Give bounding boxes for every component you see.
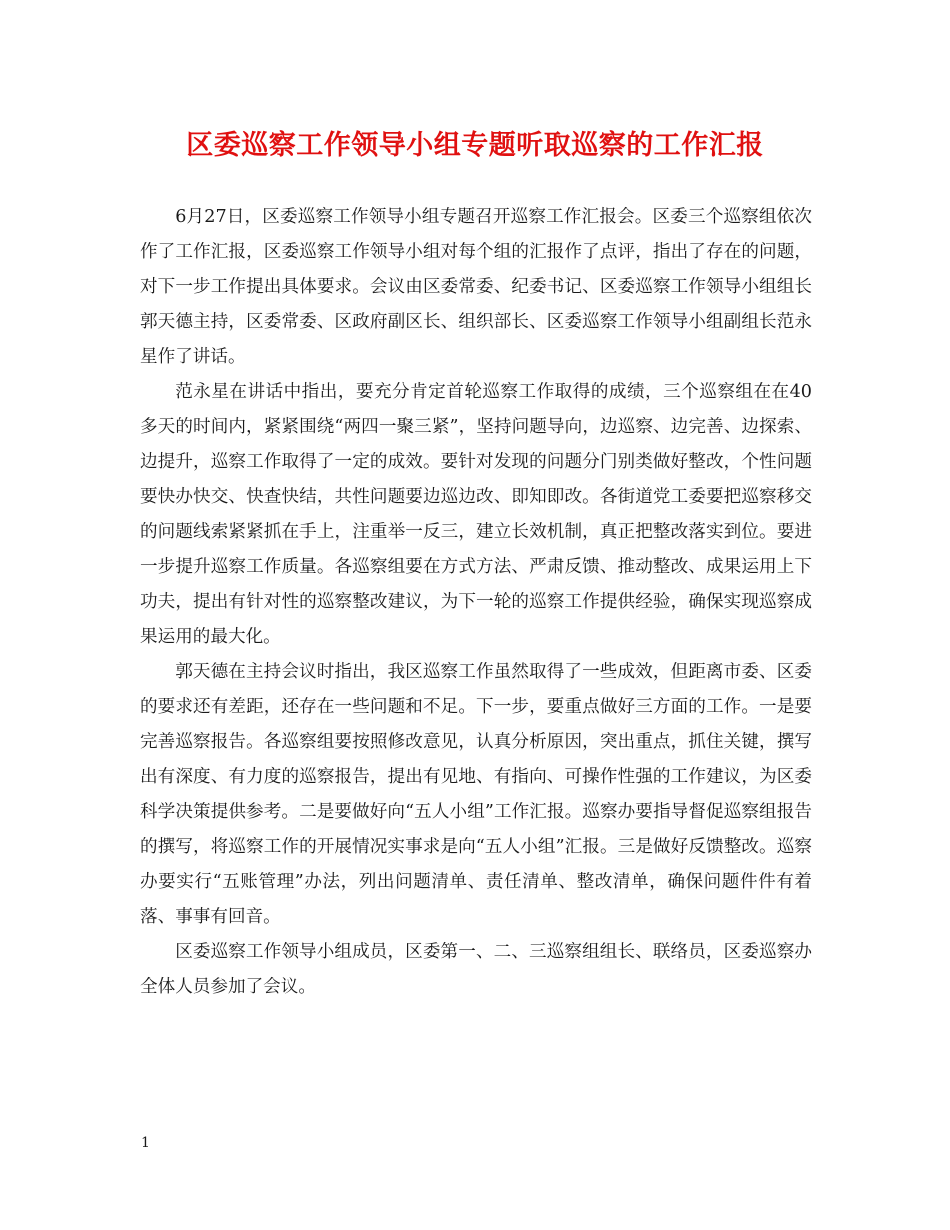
document-body [140,200,812,1005]
page-number: 1 [141,1135,150,1151]
paragraph-2: 范永星在讲话中指出，要充分肯定首轮巡察工作取得的成绩，三个巡察组在在40多天的时间内，紧紧围绕“两四一聚三紧”，坚持问题导向，边巡察、边完善、边探索、边提升，巡察工作取得了一定的成效。要针对发现的问题分门别类做好整改，个性问题要快办快交、快查快结，共性问题要边巡边改、即知即改。各街道党工委要把巡察移交的问题线索紧紧抓在手上，注重举一反三，建立长效机制，真正把整改落实到位。要进一步提升巡察工作质量。各巡察组要在方式方法、严肃反馈、推动整改、成果运用上下功夫，提出有针对性的巡察整改建议，为下一轮的巡察工作提供经验，确保实现巡察成果运用的最大化。 [140,382,812,647]
paragraph-4: 区委巡察工作领导小组成员，区委第一、二、三巡察组组长、联络员，区委巡察办全体人员参加了会议。 [140,942,812,997]
document-title: 区委巡察工作领导小组专题听取巡察的工作汇报 [186,130,764,161]
paragraph-1: 6月27日，区委巡察工作领导小组专题召开巡察工作汇报会。区委三个巡察组依次作了工作汇报，区委巡察工作领导小组对每个组的汇报作了点评，指出了存在的问题，对下一步工作提出具体要求。会议由区委常委、纪委书记、区委巡察工作领导小组组长郭天德主持，区委常委、区政府副区长、组织部长、区委巡察工作领导小组副组长范永星作了讲话。 [140,207,812,367]
paragraph-3: 郭天德在主持会议时指出，我区巡察工作虽然取得了一些成效，但距离市委、区委的要求还有差距，还存在一些问题和不足。下一步，要重点做好三方面的工作。一是要完善巡察报告。各巡察组要按照修改意见，认真分析原因，突出重点，抓住关键，撰写出有深度、有力度的巡察报告，提出有见地、有指向、可操作性强的工作建议，为区委科学决策提供参考。二是要做好向“五人小组”工作汇报。巡察办要指导督促巡察组报告的撰写，将巡察工作的开展情况实事求是向“五人小组”汇报。三是做好反馈整改。巡察办要实行“五账管理”办法，列出问题清单、责任清单、整改清单，确保问题件件有着落、事事有回音。 [140,662,812,927]
